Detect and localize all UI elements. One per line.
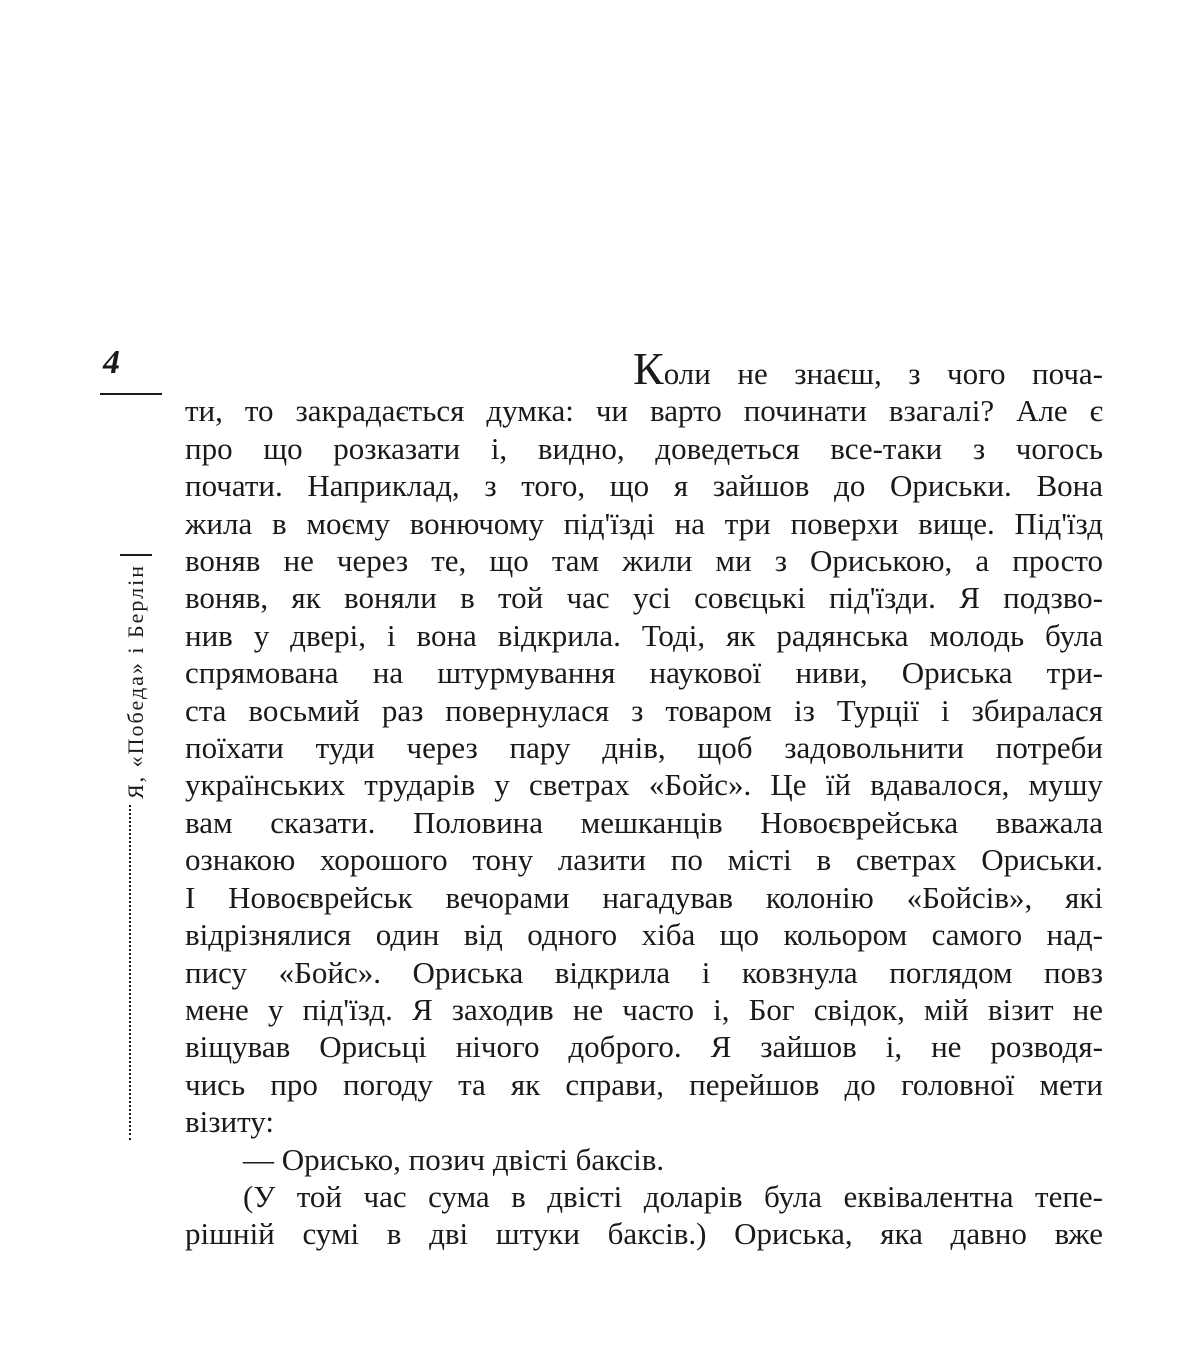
text-line: поїхати туди через пару днів, щоб задовольнити потреби: [185, 730, 1103, 766]
running-head-text: Я, «Победа» і Берлін: [123, 564, 148, 799]
text-line: воняв не через те, що там жили ми з Ориською, а просто: [185, 543, 1103, 579]
drop-cap: К: [633, 350, 664, 393]
text-line: чись про погоду та як справи, перейшов до головної мети: [185, 1066, 1103, 1102]
text-line: візиту:: [185, 1104, 274, 1140]
header-rule: [100, 393, 162, 395]
running-head: [120, 554, 152, 1140]
text-line: рішній сумі в дві штуки баксів.) Ориська, яка давно вже: [185, 1216, 1103, 1252]
text-line: Коли не знаєш, з чого поча-: [185, 350, 1103, 392]
dialogue-line: — Орисько, позич двісті баксів.: [243, 1141, 665, 1177]
text-line: пису «Бойс». Ориська відкрила і ковзнула поглядом повз: [185, 954, 1103, 990]
text-line: ти, то закрадається думка: чи варто починати взагалі? Але є: [185, 393, 1103, 429]
running-head-rule: [120, 554, 152, 556]
text-line: ознакою хорошого тону лазити по місті в светрах Ориськи.: [185, 842, 1103, 878]
text-line: мене у під'їзд. Я заходив не часто і, Бог свідок, мій візит не: [185, 991, 1103, 1027]
text-line: жила в моєму вонючому під'їзді на три поверхи вище. Під'їзд: [185, 505, 1103, 541]
text-line: почати. Наприклад, з того, що я зайшов до Ориськи. Вона: [185, 468, 1103, 504]
text-line: віщував Орисьці нічого доброго. Я зайшов і, не розводя-: [185, 1029, 1103, 1065]
text-line: (У той час сума в двісті доларів була еквівалентна тепе-: [243, 1178, 1103, 1214]
text-line: І Новоєврейськ вечорами нагадував колонію «Бойсів», які: [185, 879, 1103, 915]
text-line: вам сказати. Половина мешканців Новоєврейська вважала: [185, 804, 1103, 840]
text-line: українських трударів у светрах «Бойс». Це їй вдавалося, мушу: [185, 767, 1103, 803]
text-line: нив у двері, і вона відкрила. Тоді, як радянська молодь була: [185, 617, 1103, 653]
text-line: відрізнялися один від одного хіба що кольором самого над-: [185, 917, 1103, 953]
text-line: про що розказати і, видно, доведеться все-таки з чогось: [185, 430, 1103, 466]
page-number: 4: [103, 344, 120, 381]
text-line: ста восьмий раз повернулася з товаром із Турції і збиралася: [185, 692, 1103, 728]
body-text: [185, 350, 1103, 1253]
dot-leader: [129, 805, 131, 1140]
text-line: спрямована на штурмування наукової ниви, Ориська три-: [185, 655, 1103, 691]
text-line: воняв, як воняли в той час усі совєцькі під'їзди. Я подзво-: [185, 580, 1103, 616]
